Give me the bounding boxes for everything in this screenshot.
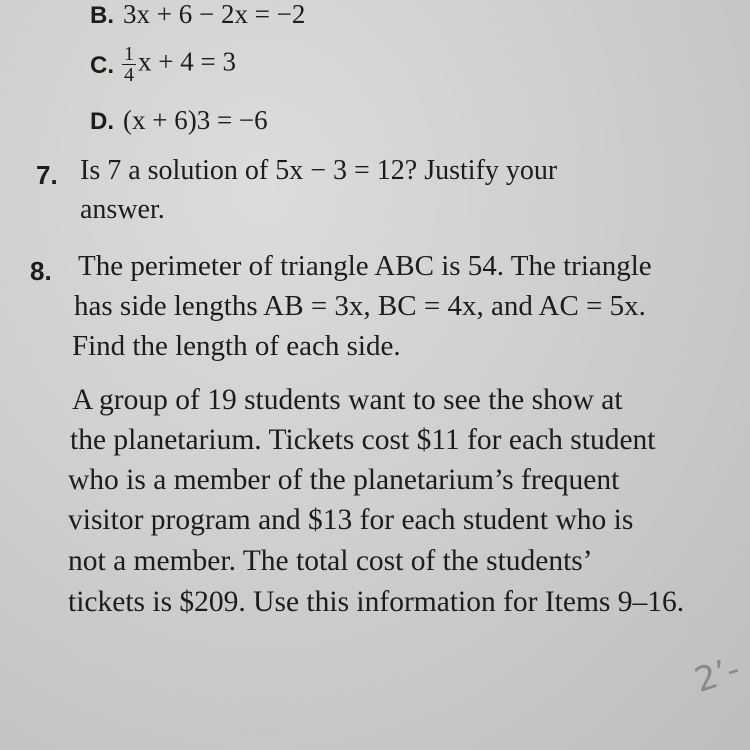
question-8-line-1: The perimeter of triangle ABC is 54. The triangle xyxy=(78,250,652,282)
question-7-line-2: answer. xyxy=(80,194,165,225)
option-b-equation: 3x + 6 − 2x = −2 xyxy=(123,0,306,29)
paragraph-line-5: not a member. The total cost of the students’ xyxy=(68,545,593,577)
question-7-line-1: Is 7 a solution of 5x − 3 = 12? Justify your xyxy=(80,155,558,186)
paragraph-line-6: tickets is $209. Use this information for Items 9–16. xyxy=(68,586,685,618)
option-c-label: C. xyxy=(90,52,114,79)
option-c-equation-text: x + 4 = 3 xyxy=(138,46,236,77)
option-d-equation: (x + 6)3 = −6 xyxy=(123,105,268,135)
fraction-denominator: 4 xyxy=(124,64,134,86)
paragraph-line-3: who is a member of the planetarium’s frequent xyxy=(68,464,620,496)
question-8-line-2: has side lengths AB = 3x, BC = 4x, and AC = 5x. xyxy=(74,290,646,322)
paragraph-line-1: A group of 19 students want to see the show at xyxy=(72,384,623,416)
option-b-label: B. xyxy=(90,2,114,29)
paragraph-line-4: visitor program and $13 for each student who is xyxy=(68,504,634,536)
paragraph-line-2: the planetarium. Tickets cost $11 for each student xyxy=(70,424,656,456)
option-c-equation xyxy=(122,44,236,85)
question-8-line-3: Find the length of each side. xyxy=(72,330,401,362)
fraction xyxy=(122,44,136,85)
question-8-number: 8. xyxy=(30,256,52,286)
question-7-number: 7. xyxy=(36,160,58,190)
handwritten-mark: 2’- xyxy=(689,649,745,701)
fraction-numerator: 1 xyxy=(124,43,134,65)
option-d-label: D. xyxy=(90,108,114,135)
